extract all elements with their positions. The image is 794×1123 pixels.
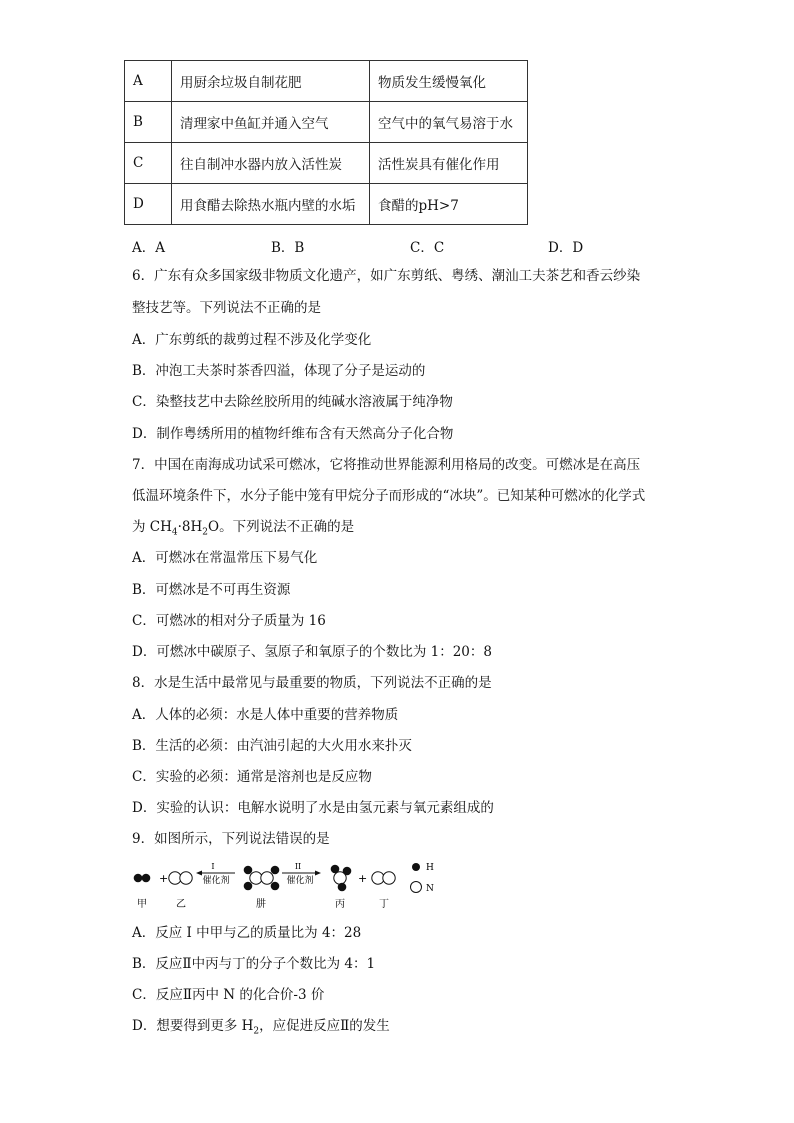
q9-option-d-subscript: 2 bbox=[253, 1026, 260, 1037]
q8-option-b: B．生活的必须：由汽油引起的大火用水来扑灭 bbox=[132, 738, 412, 754]
molecule-yi bbox=[169, 872, 192, 884]
legend bbox=[411, 863, 435, 894]
table-row bbox=[125, 143, 528, 184]
reaction-diagram bbox=[130, 856, 450, 910]
q7-formula-subscript: 2 bbox=[202, 527, 209, 538]
q6-option-d: D．制作粤绣所用的植物纤维布含有天然高分子化合物 bbox=[132, 426, 454, 442]
q8-option-d: D．实验的认识：电解水说明了水是由氢元素与氧元素组成的 bbox=[132, 800, 494, 816]
legend-h-label: H bbox=[426, 863, 434, 873]
plus-sign: + bbox=[358, 872, 368, 885]
q9-option-d-tail: ，应促进反应Ⅱ的发生 bbox=[259, 1018, 390, 1034]
legend-h-dot bbox=[412, 863, 420, 871]
table-cell: B bbox=[125, 102, 172, 143]
q7-stem-line2: 低温环境条件下，水分子能中笼有甲烷分子而形成的“冰块”。已知某种可燃冰的化学式 bbox=[132, 488, 646, 504]
arrow-left-icon bbox=[196, 871, 235, 876]
molecule-ding bbox=[372, 872, 395, 884]
label-hydrazine: 肼 bbox=[256, 899, 266, 910]
legend-n-circle bbox=[411, 882, 422, 893]
arrow-right-icon bbox=[282, 871, 321, 876]
table-cell: 空气中的氧气易溶于水 bbox=[370, 102, 528, 143]
catalyst-label-2: 催化剂 bbox=[286, 876, 314, 886]
q7-option-c: C．可燃冰的相对分子质量为 16 bbox=[132, 613, 326, 629]
table-cell: C bbox=[125, 143, 172, 184]
q6-option-c: C．染整技艺中去除丝胶所用的纯碱水溶液属于纯净物 bbox=[132, 394, 453, 410]
options-table bbox=[124, 60, 528, 225]
q7-stem-line1: 7．中国在南海成功试采可燃冰，它将推动世界能源利用格局的改变。可燃冰是在高压 bbox=[132, 457, 641, 473]
table-cell: D bbox=[125, 184, 172, 225]
label-jia: 甲 bbox=[137, 899, 147, 910]
q9-option-d bbox=[132, 1016, 390, 1042]
plus-sign: + bbox=[159, 872, 169, 885]
table-cell: 活性炭具有催化作用 bbox=[370, 143, 528, 184]
table-cell: 清理家中鱼缸并通入空气 bbox=[172, 102, 370, 143]
q7-stem-tail: O。下列说法不正确的是 bbox=[208, 519, 355, 535]
table-cell: A bbox=[125, 61, 172, 102]
q6-option-a: A．广东剪纸的裁剪过程不涉及化学变化 bbox=[132, 332, 372, 348]
q9-option-d-text: D．想要得到更多 H bbox=[132, 1018, 254, 1034]
molecule-hydrazine bbox=[244, 866, 280, 891]
q7-stem-line3 bbox=[132, 517, 354, 543]
q7-formula-part: ·8H bbox=[177, 519, 203, 535]
arrow2-number: II bbox=[294, 862, 302, 871]
table-row bbox=[125, 102, 528, 143]
arrow1-number: I bbox=[211, 862, 215, 871]
q6-stem-line2: 整技艺等。下列说法不正确的是 bbox=[132, 300, 321, 316]
table-row bbox=[125, 184, 528, 225]
answer-option-d: D．D bbox=[548, 240, 584, 256]
label-ding: 丁 bbox=[379, 899, 389, 910]
answer-option-c: C．C bbox=[410, 240, 445, 256]
q9-stem: 9．如图所示，下列说法错误的是 bbox=[132, 831, 330, 847]
label-bing: 丙 bbox=[335, 899, 345, 910]
molecule-jia bbox=[134, 874, 151, 883]
label-yi: 乙 bbox=[176, 899, 186, 910]
table-cell: 食醋的pH>7 bbox=[370, 184, 528, 225]
q6-stem-line1: 6．广东有众多国家级非物质文化遗产，如广东剪纸、粤绣、潮汕工夫茶艺和香云纱染 bbox=[132, 268, 641, 284]
q7-formula-part: 为 CH bbox=[132, 519, 172, 535]
q7-option-d: D．可燃冰中碳原子、氢原子和氧原子的个数比为 1：20：8 bbox=[132, 644, 492, 660]
table-cell: 用厨余垃圾自制花肥 bbox=[172, 61, 370, 102]
molecule-bing bbox=[331, 865, 352, 892]
q7-option-a: A．可燃冰在常温常压下易气化 bbox=[132, 550, 318, 566]
table-cell: 用食醋去除热水瓶内壁的水垢 bbox=[172, 184, 370, 225]
q7-formula-subscript: 4 bbox=[171, 527, 178, 538]
q8-stem: 8．水是生活中最常见与最重要的物质，下列说法不正确的是 bbox=[132, 675, 492, 691]
q9-option-c: C．反应Ⅱ丙中 N 的化合价-3 价 bbox=[132, 987, 325, 1003]
q7-option-b: B．可燃冰是不可再生资源 bbox=[132, 582, 291, 598]
q9-option-a: A．反应 I 中甲与乙的质量比为 4：28 bbox=[132, 925, 362, 941]
q8-option-a: A．人体的必须：水是人体中重要的营养物质 bbox=[132, 707, 399, 723]
table-row bbox=[125, 61, 528, 102]
legend-n-label: N bbox=[426, 884, 434, 894]
table-cell: 往自制冲水器内放入活性炭 bbox=[172, 143, 370, 184]
q8-option-c: C．实验的必须：通常是溶剂也是反应物 bbox=[132, 769, 372, 785]
table-cell: 物质发生缓慢氧化 bbox=[370, 61, 528, 102]
q6-option-b: B．冲泡工夫茶时茶香四溢，体现了分子是运动的 bbox=[132, 363, 426, 379]
answer-option-b: B．B bbox=[271, 240, 305, 256]
answer-option-a: A．A bbox=[132, 240, 165, 256]
q5-answer-options bbox=[132, 236, 692, 256]
catalyst-label-1: 催化剂 bbox=[202, 876, 230, 886]
q9-option-b: B．反应Ⅱ中丙与丁的分子个数比为 4：1 bbox=[132, 956, 376, 972]
